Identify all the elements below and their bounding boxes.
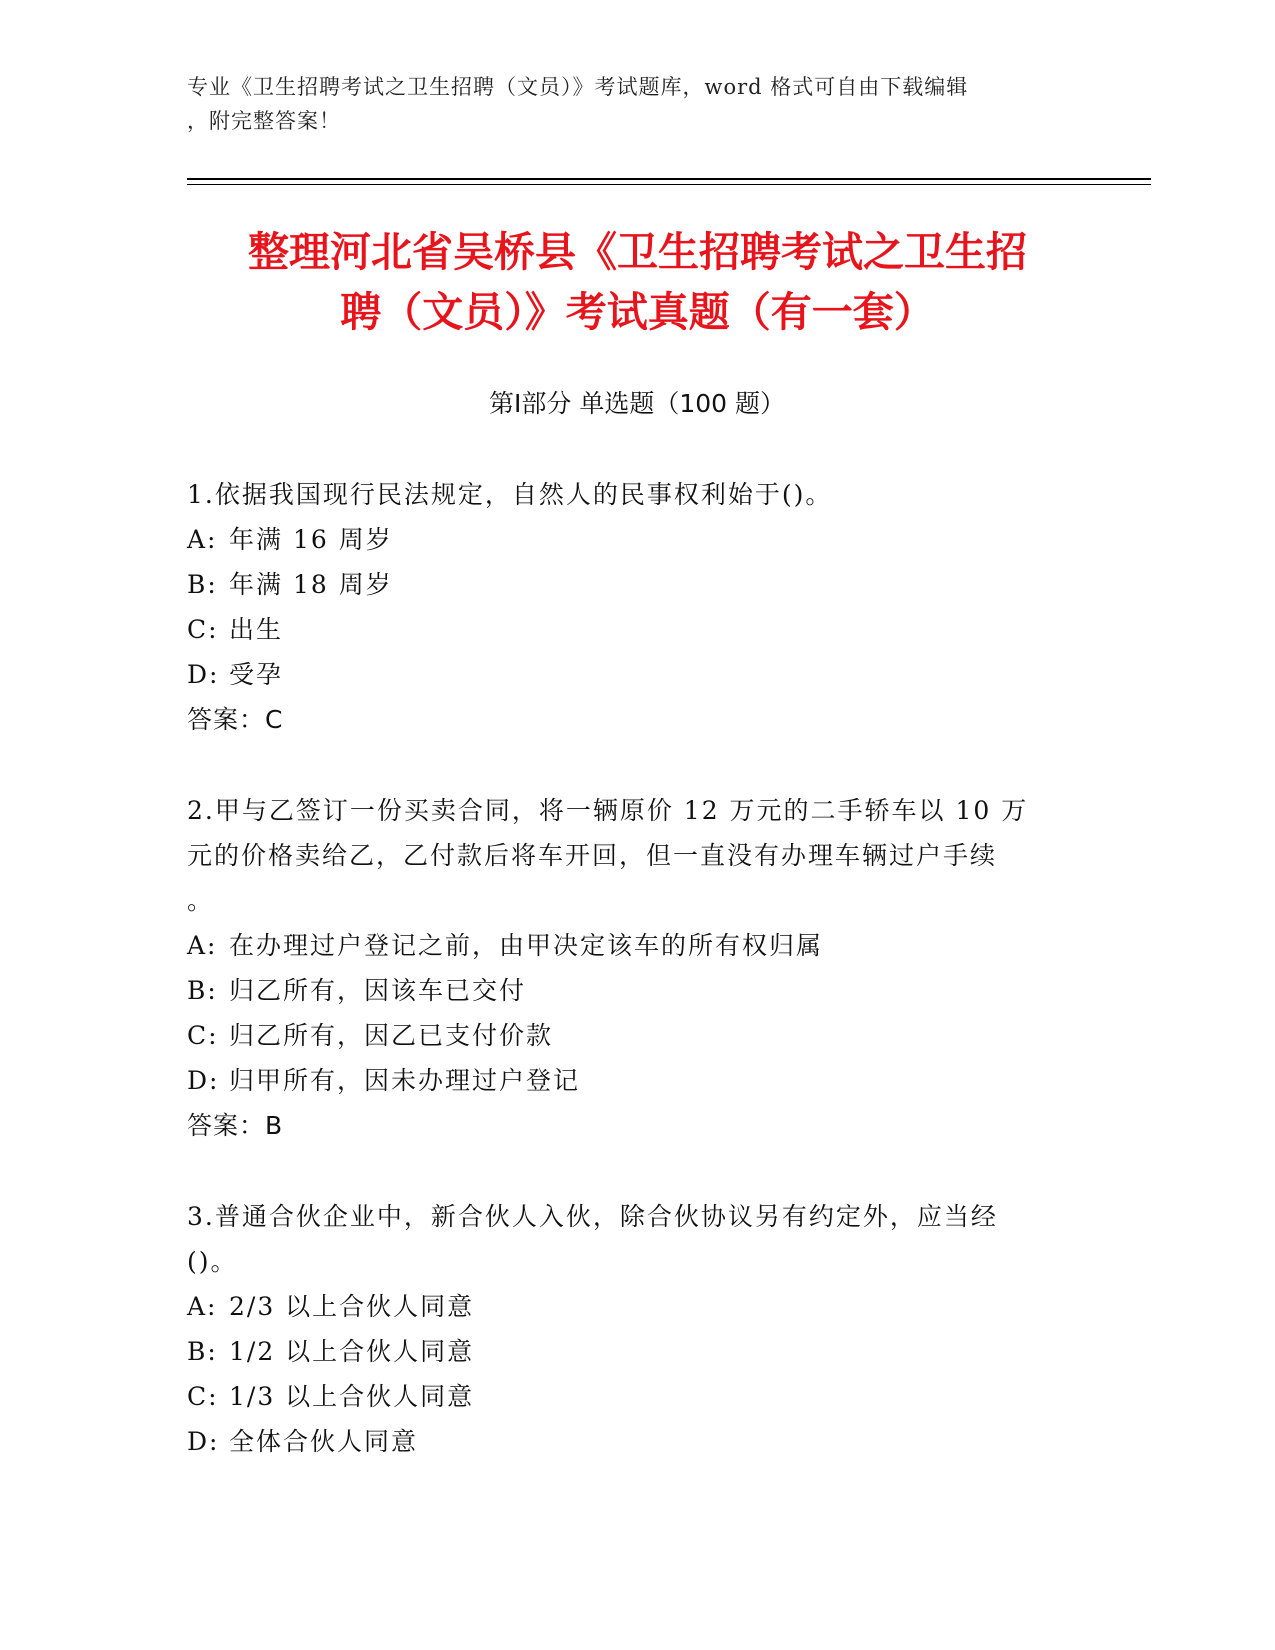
option-key: B: [187,976,218,1005]
option-text: 归甲所有，因未办理过户登记 [229,1066,581,1095]
option-text: 年满 18 周岁 [229,570,393,599]
option-key: C: [187,1021,219,1050]
answer-line: 答案：B [187,1111,284,1140]
option-c [187,607,1087,652]
option-a [187,1284,1087,1329]
option-key: B: [187,1337,218,1366]
section-heading: 第Ⅰ部分 单选题（100 题） [489,389,785,418]
answer-line: 答案：C [187,705,284,734]
question-text: 1.依据我国现行民法规定，自然人的民事权利始于()。 [187,480,833,509]
option-key: A: [187,1292,218,1321]
option-text: 2/3 以上合伙人同意 [229,1292,475,1321]
option-key: D: [187,660,220,689]
option-b [187,562,1087,607]
option-b [187,1329,1087,1374]
header-divider [187,184,1151,185]
option-key: C: [187,1382,219,1411]
option-key: D: [187,1066,220,1095]
document-title-line: 聘（文员）》考试真题（有一套） [340,288,935,336]
question-text: 2.甲与乙签订一份买卖合同，将一辆原价 12 万元的二手轿车以 10 万 [187,796,1029,825]
option-b [187,968,1087,1013]
question-list [187,472,1087,1510]
option-text: 1/3 以上合伙人同意 [229,1382,475,1411]
option-c [187,1013,1087,1058]
question-item [187,472,1087,742]
option-text: 归乙所有，因乙已支付价款 [229,1021,554,1050]
option-key: D: [187,1427,220,1456]
option-text: 出生 [229,615,284,644]
header-divider [187,178,1151,180]
question-text: 。 [187,886,215,915]
question-item [187,788,1087,1148]
option-text: 受孕 [229,660,284,689]
option-d [187,652,1087,697]
question-text: 3.普通合伙企业中，新合伙人入伙，除合伙协议另有约定外，应当经 [187,1202,998,1231]
option-key: A: [187,931,218,960]
option-key: B: [187,570,218,599]
question-item [187,1194,1087,1464]
option-text: 在办理过户登记之前，由甲决定该车的所有权归属 [229,931,824,960]
option-d [187,1419,1087,1464]
header-note-line: ，附完整答案！ [187,109,341,133]
option-text: 全体合伙人同意 [229,1427,419,1456]
option-key: C: [187,615,219,644]
question-text: ()。 [187,1247,238,1276]
option-a [187,517,1087,562]
option-text: 年满 16 周岁 [229,525,393,554]
document-title-line: 整理河北省吴桥县《卫生招聘考试之卫生招 [248,228,1027,276]
option-key: A: [187,525,218,554]
header-note-line: 专业《卫生招聘考试之卫生招聘（文员）》考试题库，word 格式可自由下载编辑 [187,75,969,99]
option-a [187,923,1087,968]
document-title [150,222,1125,342]
option-text: 1/2 以上合伙人同意 [229,1337,475,1366]
option-c [187,1374,1087,1419]
option-text: 归乙所有，因该车已交付 [229,976,527,1005]
question-text: 元的价格卖给乙，乙付款后将车开回，但一直没有办理车辆过户手续 [187,841,998,870]
option-d [187,1058,1087,1103]
header-note [187,70,1087,138]
